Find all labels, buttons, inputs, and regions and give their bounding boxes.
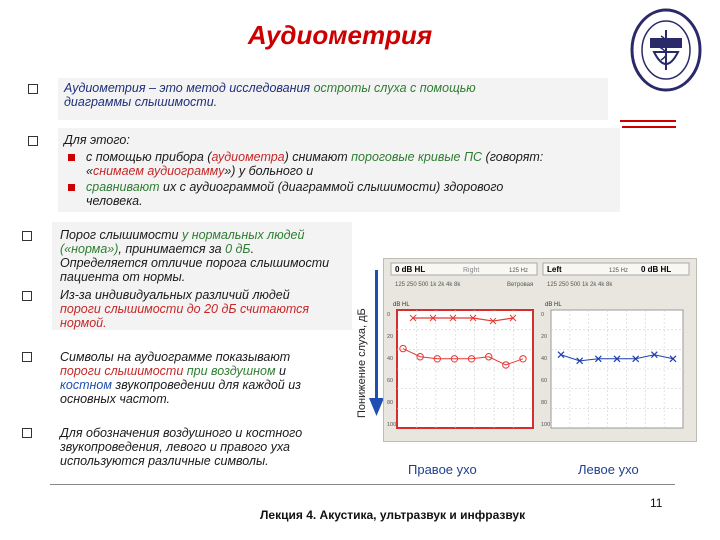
- down-arrow-line: [375, 270, 378, 404]
- y-tick-label: 100: [541, 422, 551, 428]
- left-header: 0 dB HL: [641, 265, 672, 274]
- text-part: пациента от нормы.: [60, 270, 186, 284]
- text-part: сравнивают: [86, 180, 160, 194]
- logo-rule: [620, 120, 676, 122]
- y-tick-label: 80: [541, 400, 548, 406]
- text-part: ) снимают: [284, 150, 352, 164]
- text-part: пороговые кривые ПС: [351, 150, 483, 164]
- left-dbhl: dB HL: [545, 302, 562, 308]
- text-part: звукопроведении для каждой из: [111, 378, 301, 392]
- text-part: (говорят:: [482, 150, 544, 164]
- text-part: при воздушном: [186, 364, 276, 378]
- left-freq: 125 Hz: [609, 268, 629, 274]
- intro-text-part: Аудиометрия – это метод исследования: [64, 81, 314, 95]
- bullet-icon: [22, 291, 32, 301]
- text-part: у нормальных людей: [182, 228, 305, 242]
- text-part: аудиометра: [211, 150, 285, 164]
- purpose-item-2: [86, 180, 616, 208]
- intro-text-part: диаграммы слышимости.: [64, 95, 218, 109]
- text-part: пороги слышимости: [60, 364, 187, 378]
- emblem-icon: [628, 6, 704, 94]
- hearing-loss-axis-label: Понижение слуха, дБ: [356, 308, 368, 418]
- left-tab: Left: [547, 265, 562, 274]
- text-part: человека.: [86, 194, 143, 208]
- threshold-text: [60, 228, 354, 284]
- left-ear-caption: Левое ухо: [578, 462, 639, 477]
- sub-bullet-icon: [68, 154, 75, 161]
- text-part: Из-за индивидуальных различий людей: [60, 288, 290, 302]
- y-tick-label: 20: [387, 334, 394, 340]
- text-part: Определяется отличие порога слышимости: [60, 256, 330, 270]
- y-tick-label: 0: [387, 312, 391, 318]
- right-freq-row: 125 250 500 1k 2k 4k 8k: [395, 282, 461, 288]
- y-tick-label: 60: [387, 378, 394, 384]
- page-number: 11: [650, 496, 663, 510]
- text-part: их с аудиограммой (диаграммой слышимости) здорового: [159, 180, 504, 194]
- text-part: .: [250, 242, 255, 256]
- y-tick-label: 40: [387, 356, 394, 362]
- text-part: нормой.: [60, 316, 107, 330]
- text-part: костном: [60, 378, 112, 392]
- audiogram-svg: [383, 258, 695, 440]
- text-part: , принимается за: [118, 242, 226, 256]
- right-freq: 125 Hz: [509, 268, 529, 274]
- text-part: с помощью прибора (: [86, 150, 212, 164]
- text-part: пороги слышимости до 20 дБ считаются: [60, 302, 310, 316]
- bullet-icon: [28, 136, 38, 146]
- university-logo: [628, 6, 704, 94]
- text-part: «: [86, 164, 93, 178]
- right-tab: Right: [463, 267, 480, 274]
- bullet-icon: [22, 231, 32, 241]
- bullet-icon: [28, 84, 38, 94]
- text-part: Для обозначения воздушного и костного: [60, 426, 303, 440]
- y-tick-label: 80: [387, 400, 394, 406]
- y-tick-label: 40: [541, 356, 548, 362]
- left-freq-row: 125 250 500 1k 2k 4k 8k: [547, 282, 613, 288]
- text-part: Порог слышимости: [60, 228, 182, 242]
- right-y-ticks: [387, 312, 396, 428]
- right-dbhl: dB HL: [393, 302, 410, 308]
- text-part: («норма»): [60, 242, 119, 256]
- text-part: 0 дБ: [225, 242, 251, 256]
- bullet-icon: [22, 352, 32, 362]
- purpose-item-1: [86, 150, 616, 178]
- text-part: и: [275, 364, 286, 378]
- designation-text: [60, 426, 354, 468]
- text-part: снимаем аудиограмму: [92, 164, 225, 178]
- intro-highlight: остроты слуха с помощью: [313, 81, 476, 95]
- left-y-ticks: [541, 312, 550, 428]
- bullet-icon: [22, 428, 32, 438]
- logo-rule: [622, 126, 676, 128]
- text-part: ») у больного и: [224, 164, 314, 178]
- down-arrow-icon: [369, 398, 384, 418]
- page-title: Аудиометрия: [247, 20, 433, 50]
- footer-text: Лекция 4. Акустика, ультразвук и инфразвук: [260, 508, 526, 522]
- text-part: Символы на аудиограмме показывают: [60, 350, 291, 364]
- text-part: основных частот.: [60, 392, 170, 406]
- text-part: используются различные символы.: [60, 454, 269, 468]
- purpose-lead: Для этого:: [64, 133, 130, 147]
- individual-text: [60, 288, 354, 330]
- y-tick-label: 20: [541, 334, 548, 340]
- text-part: звукопроведения, левого и правого уха: [60, 440, 291, 454]
- y-tick-label: 60: [541, 378, 548, 384]
- symbols-text: [60, 350, 354, 406]
- sub-bullet-icon: [68, 184, 75, 191]
- footer-divider: [50, 484, 675, 485]
- y-tick-label: 0: [541, 312, 545, 318]
- right-ear-caption: Правое ухо: [408, 462, 477, 477]
- mid-small-label: Ветровая: [507, 282, 534, 288]
- y-tick-label: 100: [387, 422, 397, 428]
- intro-text: [64, 81, 604, 109]
- right-header: 0 dB HL: [395, 265, 426, 274]
